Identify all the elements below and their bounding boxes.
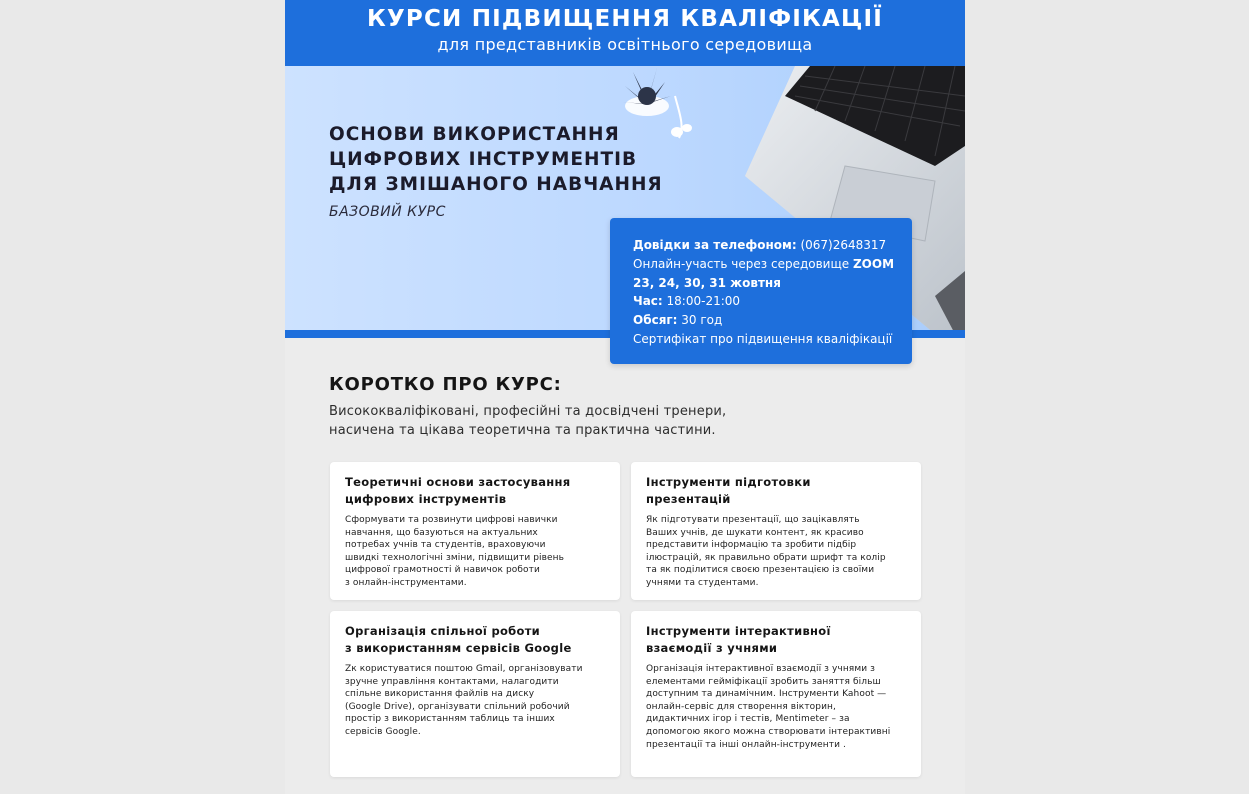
card-body-line: сервісів Google.: [345, 726, 421, 737]
about-line: Висококваліфіковані, професійні та досвідчені тренери,: [329, 404, 727, 419]
card-title-line: презентацій: [646, 492, 731, 506]
card-title-line: Інструменти підготовки: [646, 475, 811, 489]
dates-line: [633, 274, 912, 293]
card-body-line: доступним та динамічним. Інструменти Kahoot —: [646, 689, 887, 700]
card-body-line: (Google Drive), організувати спільний робочий: [345, 701, 570, 712]
card-title-line: взаємодії з учнями: [646, 641, 778, 655]
card-body-line: швидкі технологічні зміни, підвищити рівень: [345, 552, 565, 563]
card-title-line: Організація спільної роботи: [345, 624, 541, 638]
course-dates: 23, 24, 30, 31 жовтня: [633, 275, 781, 290]
card-body-line: з онлайн-інструментами.: [345, 577, 467, 588]
card-body-line: Ваших учнів, де шукати контент, як красиво: [646, 527, 864, 538]
online-line: [633, 255, 912, 274]
card-body-line: Сформувати та розвинути цифрові навички: [345, 515, 558, 525]
card-body-line: допомогою якого можна створювати інтерактивні: [646, 726, 891, 737]
card-body-line: та як поділитися своєю презентацією із своїми: [646, 565, 875, 576]
phone-number[interactable]: (067)2648317: [796, 238, 887, 252]
about-line: насичена та цікава теоретична та практична частини.: [329, 423, 716, 438]
card-body: [345, 663, 606, 739]
card-body: [646, 514, 907, 590]
card-body-line: представити інформацію та зробити підбір: [646, 540, 857, 551]
time-value: 18:00-21:00: [662, 294, 741, 309]
time-label: Час:: [633, 294, 663, 309]
card-body-line: простір з використанням таблиць та інших: [345, 714, 555, 725]
course-title-line: ДЛЯ ЗМІШАНОГО НАВЧАННЯ: [329, 174, 663, 195]
card-body-line: Як підготувати презентації, що зацікавлять: [646, 515, 860, 525]
info-box: [610, 218, 912, 364]
phone-line: [633, 236, 912, 255]
card-body-line: Zк користуватися поштою Gmail, організовувати: [345, 664, 583, 674]
header-title: КУРСИ ПІДВИЩЕННЯ КВАЛІФІКАЦІЇ: [366, 6, 884, 32]
certificate-line: Сертифікат про підвищення кваліфікації: [633, 331, 893, 346]
about-text: [329, 402, 809, 440]
about-title: КОРОТКО ПРО КУРС:: [329, 374, 562, 395]
card-body-line: елементами гейміфікації зробить заняття більш: [646, 676, 881, 687]
course-title-line: ЦИФРОВИХ ІНСТРУМЕНТІВ: [329, 149, 638, 170]
card-body-line: цифрової грамотності й навичок роботи: [345, 565, 540, 576]
card-title: [345, 474, 606, 508]
module-card-google: [330, 611, 620, 777]
course-level: БАЗОВИЙ КУРС: [329, 204, 446, 220]
volume-label: Обсяг:: [633, 313, 678, 328]
card-title: [345, 623, 606, 657]
course-title: [329, 122, 663, 197]
card-body-line: зручне управління контактами, налагодити: [345, 676, 559, 687]
card-title: [646, 474, 907, 508]
module-card-presentations: [631, 462, 921, 600]
card-body-line: учнями та студентами.: [646, 577, 759, 588]
card-body-line: презентації та інші онлайн-інструменти .: [646, 739, 846, 750]
card-body: [345, 514, 606, 590]
module-card-theory: [330, 462, 620, 600]
card-title-line: Теоретичні основи застосування: [345, 475, 571, 489]
card-body-line: спільне використання файлів на диску: [345, 689, 535, 700]
card-title-line: Інструменти інтерактивної: [646, 624, 831, 638]
card-title-line: з використанням сервісів Google: [345, 641, 572, 655]
module-card-interactive: [631, 611, 921, 777]
volume-value: 30 год: [677, 313, 723, 328]
card-body-line: ілюстрацій, як правильно обрати шрифт та колір: [646, 552, 886, 563]
card-body: [646, 663, 907, 751]
course-poster: [285, 0, 965, 794]
card-body-line: дидактичних ігор і тестів, Mentimeter – за: [646, 714, 850, 725]
time-line: [633, 292, 912, 311]
card-title-line: цифрових інструментів: [345, 492, 507, 506]
card-body-line: онлайн-сервіс для створення вікторин,: [646, 701, 836, 712]
card-body-line: Організація інтерактивної взаємодії з учнями з: [646, 664, 876, 674]
card-body-line: потребах учнів та студентів, враховуючи: [345, 540, 546, 551]
header-subtitle: для представників освітнього середовища: [437, 35, 813, 54]
volume-line: [633, 311, 912, 330]
platform-name: ZOOM: [852, 256, 895, 271]
card-title: [646, 623, 907, 657]
course-title-line: ОСНОВИ ВИКОРИСТАННЯ: [329, 124, 620, 145]
poster-header: [285, 0, 965, 66]
card-body-line: навчання, що базуються на актуальних: [345, 527, 538, 538]
phone-label: Довідки за телефоном:: [633, 238, 797, 252]
online-text: Онлайн-участь через середовище: [633, 256, 853, 271]
